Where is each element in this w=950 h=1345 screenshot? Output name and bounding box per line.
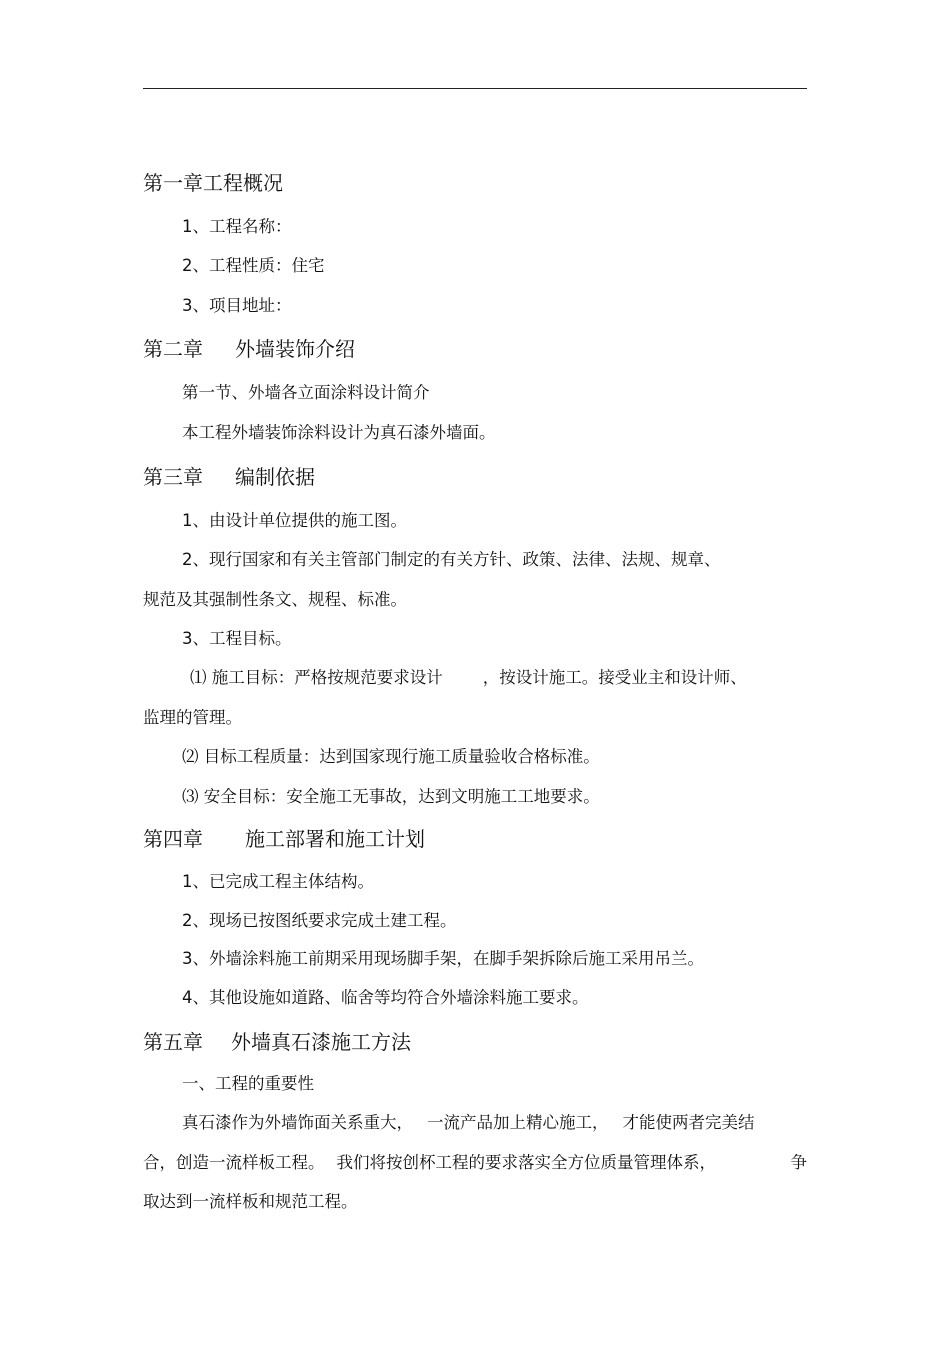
list-item: 3、工程目标。: [182, 629, 292, 648]
paragraph-part: 我们将按创杯工程的要求落实全方位质量管理体系，: [336, 1153, 716, 1172]
list-item: 3、项目地址：: [182, 296, 292, 315]
paragraph-part: 一流产品加上精心施工，: [427, 1113, 609, 1132]
chapter-title: 编制依据: [235, 465, 315, 489]
sub-item: ⑶ 安全目标：安全施工无事故，达到文明施工工地要求。: [182, 787, 600, 806]
chapter-number: 第五章: [143, 1030, 203, 1054]
sub-item: ⑵ 目标工程质量：达到国家现行施工质量验收合格标准。: [182, 747, 600, 766]
chapter-2-heading: [143, 339, 355, 359]
list-item: 1、由设计单位提供的施工图。: [182, 511, 407, 530]
list-item: 3、外墙涂料施工前期采用现场脚手架，在脚手架拆除后施工采用吊兰。: [182, 949, 704, 968]
paragraph-line: 取达到一流样板和规范工程。: [143, 1192, 358, 1211]
list-item: 2、现行国家和有关主管部门制定的有关方针、政策、法律、法规、规章、: [182, 550, 721, 569]
section-heading: 第一节、外墙各立面涂料设计简介: [182, 383, 430, 402]
list-item: 1、工程名称：: [182, 217, 292, 236]
paragraph-part: 合，创造一流样板工程。: [143, 1153, 325, 1172]
chapter-number: 第二章: [143, 337, 203, 361]
header-rule: [143, 88, 807, 89]
chapter-title: 工程概况: [203, 171, 283, 195]
section-heading: 一、工程的重要性: [182, 1074, 314, 1093]
paragraph-line: [182, 1115, 755, 1132]
chapter-title: 施工部署和施工计划: [245, 827, 425, 851]
sub-item-continuation: 监理的管理。: [143, 708, 242, 727]
paragraph-line: [143, 1155, 807, 1172]
list-item-continuation: 规范及其强制性条文、规程、标准。: [143, 590, 407, 609]
sub-item-part: ，按设计施工。接受业主和设计师、: [482, 668, 747, 687]
chapter-title: 外墙装饰介绍: [235, 337, 355, 361]
sub-item-part: ⑴ 施工目标：严格按规范要求设计: [190, 668, 443, 687]
paragraph: 本工程外墙装饰涂料设计为真石漆外墙面。: [182, 423, 496, 442]
list-item: 1、已完成工程主体结构。: [182, 872, 374, 891]
list-item: 2、现场已按图纸要求完成土建工程。: [182, 911, 457, 930]
chapter-title: 外墙真石漆施工方法: [231, 1030, 411, 1054]
list-item: 2、工程性质：住宅: [182, 256, 325, 275]
paragraph-part: 才能使两者完美结: [622, 1113, 755, 1132]
chapter-5-heading: [143, 1032, 411, 1052]
sub-item: [190, 670, 747, 687]
list-item: 4、其他设施如道路、临舍等均符合外墙涂料施工要求。: [182, 988, 589, 1007]
chapter-4-heading: [143, 829, 425, 849]
chapter-1-heading: [143, 173, 283, 193]
chapter-3-heading: [143, 467, 315, 487]
chapter-number: 第三章: [143, 465, 203, 489]
chapter-number: 第四章: [143, 827, 203, 851]
paragraph-part: 争: [790, 1153, 807, 1172]
chapter-number: 第一章: [143, 171, 203, 195]
paragraph-part: 真石漆作为外墙饰面关系重大，: [182, 1113, 413, 1132]
